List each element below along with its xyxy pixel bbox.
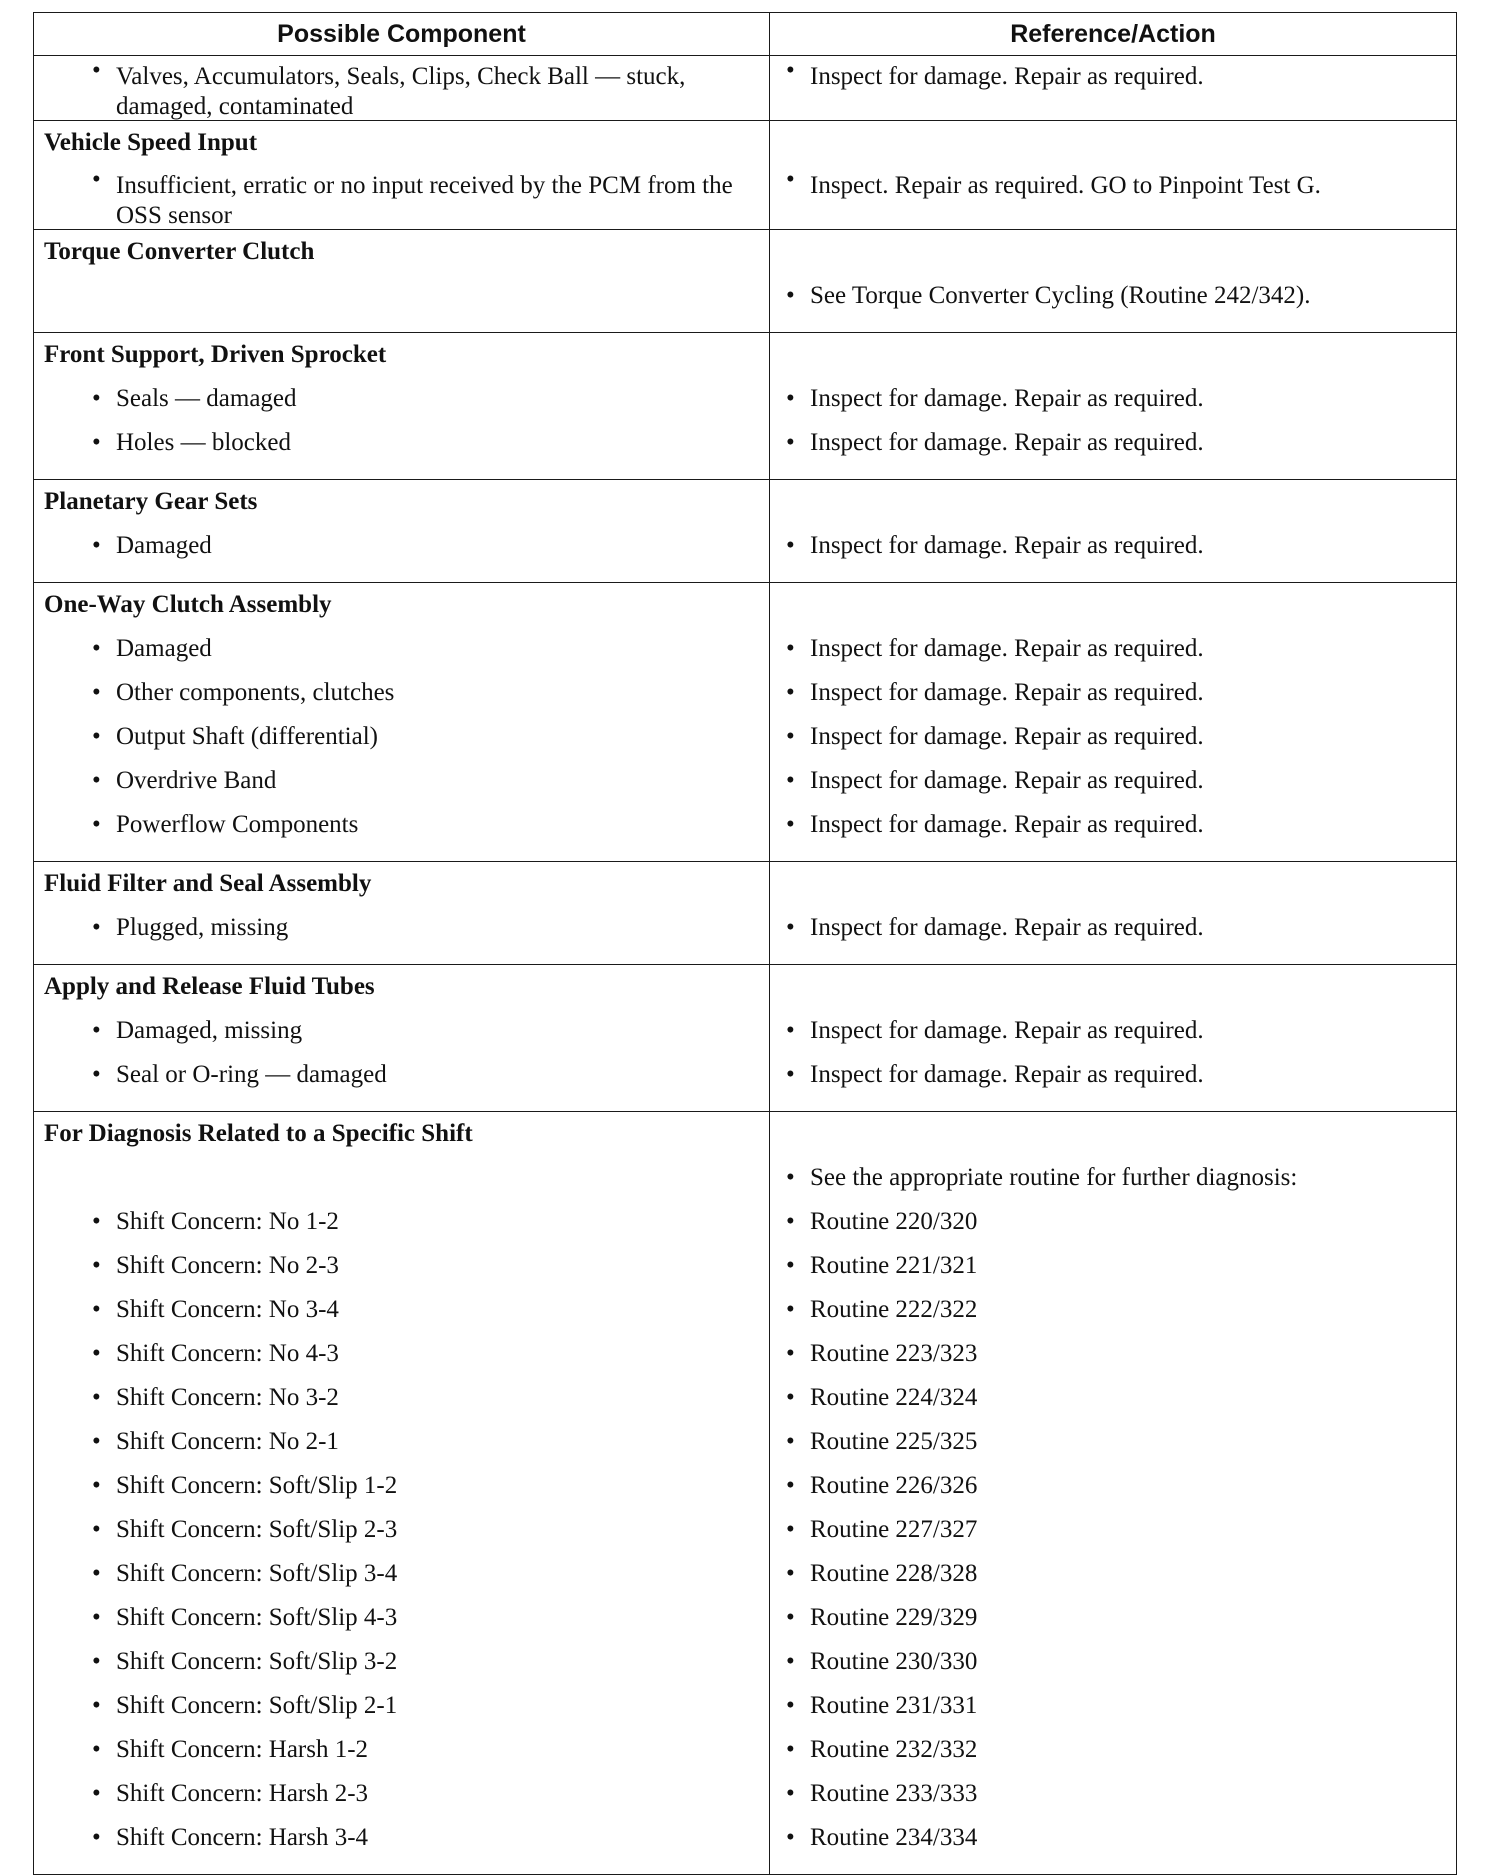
component-item-text: Shift Concern: Soft/Slip 3-2 bbox=[116, 1648, 398, 1675]
action-item-text: Routine 229/329 bbox=[810, 1604, 978, 1631]
bullet-icon: • bbox=[786, 914, 795, 941]
bullet-icon: • bbox=[92, 679, 101, 706]
bullet-icon: • bbox=[786, 1208, 795, 1235]
bullet-icon: • bbox=[92, 1061, 101, 1088]
action-item-text: Inspect for damage. Repair as required. bbox=[810, 811, 1204, 838]
action-item bbox=[770, 1376, 1456, 1420]
action-item-text: See the appropriate routine for further diagnosis: bbox=[810, 1164, 1298, 1191]
action-item-text: Inspect for damage. Repair as required. bbox=[810, 532, 1204, 559]
bullet-icon: • bbox=[786, 1516, 795, 1543]
action-item bbox=[770, 1640, 1456, 1684]
bullet-icon: • bbox=[786, 1736, 795, 1763]
component-item bbox=[34, 1596, 769, 1640]
bullet-icon: • bbox=[786, 1164, 795, 1191]
bullet-icon: • bbox=[786, 57, 795, 84]
action-item-text: Routine 233/333 bbox=[810, 1780, 978, 1807]
bullet-icon: • bbox=[786, 1428, 795, 1455]
empty-line bbox=[34, 1156, 769, 1200]
component-item-text: Output Shaft (differential) bbox=[116, 723, 378, 750]
group-heading: One-Way Clutch Assembly bbox=[44, 591, 332, 618]
group-heading: Planetary Gear Sets bbox=[44, 488, 258, 515]
component-item-text: Damaged bbox=[116, 532, 212, 559]
group-row bbox=[34, 965, 1457, 1112]
bullet-icon: • bbox=[92, 1252, 101, 1279]
bullet-icon: • bbox=[786, 679, 795, 706]
bullet-icon: • bbox=[786, 1384, 795, 1411]
component-item-text: Powerflow Components bbox=[116, 811, 359, 838]
header-row bbox=[34, 13, 1457, 56]
component-item bbox=[34, 1464, 769, 1508]
action-item bbox=[770, 1596, 1456, 1640]
component-item bbox=[34, 803, 769, 847]
component-item-text: Shift Concern: Harsh 1-2 bbox=[116, 1736, 369, 1763]
component-item bbox=[34, 524, 769, 568]
component-item-text: Shift Concern: No 1-2 bbox=[116, 1208, 339, 1235]
action-item-text: Routine 224/324 bbox=[810, 1384, 978, 1411]
action-item bbox=[770, 524, 1456, 568]
action-item bbox=[770, 1552, 1456, 1596]
bullet-icon: • bbox=[92, 1208, 101, 1235]
bullet-icon: • bbox=[786, 429, 795, 456]
bullet-icon: • bbox=[786, 1648, 795, 1675]
group-row bbox=[34, 583, 1457, 862]
action-item-text: Routine 227/327 bbox=[810, 1516, 978, 1543]
action-item-text: Routine 225/325 bbox=[810, 1428, 978, 1455]
action-item-text: Inspect for damage. Repair as required. bbox=[810, 429, 1204, 456]
bullet-icon: • bbox=[786, 385, 795, 412]
action-item bbox=[770, 1288, 1456, 1332]
component-item-text: Shift Concern: No 3-2 bbox=[116, 1384, 339, 1411]
group-heading: Front Support, Driven Sprocket bbox=[44, 341, 387, 368]
component-item bbox=[34, 1552, 769, 1596]
bullet-icon: • bbox=[92, 1516, 101, 1543]
action-item-text: Routine 231/331 bbox=[810, 1692, 978, 1719]
action-item-text: Inspect for damage. Repair as required. bbox=[810, 1061, 1204, 1088]
action-cell bbox=[770, 56, 1457, 121]
action-cell bbox=[770, 862, 1457, 965]
bullet-icon: • bbox=[92, 532, 101, 559]
bullet-icon: • bbox=[92, 1384, 101, 1411]
bullet-icon: • bbox=[786, 1340, 795, 1367]
component-item-text: Damaged bbox=[116, 635, 212, 662]
bullet-icon: • bbox=[92, 166, 101, 193]
group-heading: Torque Converter Clutch bbox=[44, 238, 315, 265]
component-item-text: Damaged, missing bbox=[116, 1017, 303, 1044]
bullet-icon: • bbox=[786, 1560, 795, 1587]
action-item-text: Routine 223/323 bbox=[810, 1340, 978, 1367]
component-item-text: Overdrive Band bbox=[116, 767, 277, 794]
group-row bbox=[34, 333, 1457, 480]
group-heading: Vehicle Speed Input bbox=[44, 129, 258, 156]
component-item bbox=[34, 1772, 769, 1816]
action-item bbox=[770, 1420, 1456, 1464]
bullet-icon: • bbox=[92, 1472, 101, 1499]
bullet-icon: • bbox=[786, 1061, 795, 1088]
action-item bbox=[770, 1464, 1456, 1508]
action-item bbox=[770, 165, 1456, 229]
action-cell bbox=[770, 230, 1457, 333]
action-item bbox=[770, 671, 1456, 715]
component-item-text: Insufficient, erratic or no input received by the PCM from the OSS sensor bbox=[116, 172, 733, 229]
component-item-text: Shift Concern: Soft/Slip 2-3 bbox=[116, 1516, 398, 1543]
component-item bbox=[34, 1508, 769, 1552]
bullet-icon: • bbox=[786, 1780, 795, 1807]
bullet-icon: • bbox=[92, 1017, 101, 1044]
action-item bbox=[770, 421, 1456, 465]
component-item-text: Shift Concern: Soft/Slip 2-1 bbox=[116, 1692, 398, 1719]
group-row bbox=[34, 1112, 1457, 1875]
action-item-text: Routine 230/330 bbox=[810, 1648, 978, 1675]
action-item-text: Inspect for damage. Repair as required. bbox=[810, 767, 1204, 794]
action-item-text: See Torque Converter Cycling (Routine 242/342). bbox=[810, 282, 1311, 309]
component-cell bbox=[34, 1112, 770, 1875]
action-item bbox=[770, 56, 1456, 120]
component-item bbox=[34, 1728, 769, 1772]
bullet-icon: • bbox=[92, 1736, 101, 1763]
component-item bbox=[34, 377, 769, 421]
action-item bbox=[770, 1053, 1456, 1097]
bullet-icon: • bbox=[92, 1648, 101, 1675]
action-item bbox=[770, 1332, 1456, 1376]
bullet-icon: • bbox=[786, 767, 795, 794]
component-item-text: Valves, Accumulators, Seals, Clips, Check Ball — stuck, damaged, contaminated bbox=[116, 63, 686, 120]
action-item bbox=[770, 906, 1456, 950]
component-cell bbox=[34, 121, 770, 230]
component-item bbox=[34, 165, 769, 229]
group-row bbox=[34, 480, 1457, 583]
action-item bbox=[770, 759, 1456, 803]
component-cell bbox=[34, 333, 770, 480]
component-item bbox=[34, 1684, 769, 1728]
bullet-icon: • bbox=[92, 811, 101, 838]
action-item-text: Routine 222/322 bbox=[810, 1296, 978, 1323]
component-cell bbox=[34, 56, 770, 121]
bullet-icon: • bbox=[786, 1296, 795, 1323]
group-heading: For Diagnosis Related to a Specific Shift bbox=[44, 1120, 473, 1147]
action-item-text: Routine 220/320 bbox=[810, 1208, 978, 1235]
group-row bbox=[34, 862, 1457, 965]
bullet-icon: • bbox=[786, 1017, 795, 1044]
action-item bbox=[770, 715, 1456, 759]
action-item bbox=[770, 627, 1456, 671]
bullet-icon: • bbox=[786, 1824, 795, 1851]
header-possible-component: Possible Component bbox=[34, 13, 770, 56]
bullet-icon: • bbox=[92, 1824, 101, 1851]
action-item bbox=[770, 274, 1456, 318]
action-item bbox=[770, 1816, 1456, 1860]
component-item bbox=[34, 1640, 769, 1684]
bullet-icon: • bbox=[786, 1692, 795, 1719]
empty-line bbox=[34, 274, 769, 318]
action-item bbox=[770, 1772, 1456, 1816]
bullet-icon: • bbox=[786, 166, 795, 193]
component-item bbox=[34, 1288, 769, 1332]
bullet-icon: • bbox=[92, 635, 101, 662]
component-item-text: Shift Concern: No 3-4 bbox=[116, 1296, 339, 1323]
component-item bbox=[34, 1332, 769, 1376]
component-item bbox=[34, 906, 769, 950]
action-item-text: Inspect for damage. Repair as required. bbox=[810, 63, 1204, 90]
bullet-icon: • bbox=[786, 811, 795, 838]
component-cell bbox=[34, 965, 770, 1112]
component-item-text: Shift Concern: Soft/Slip 3-4 bbox=[116, 1560, 398, 1587]
component-item-text: Shift Concern: Soft/Slip 4-3 bbox=[116, 1604, 398, 1631]
bullet-icon: • bbox=[786, 723, 795, 750]
component-item bbox=[34, 56, 769, 120]
component-item bbox=[34, 671, 769, 715]
component-cell bbox=[34, 862, 770, 965]
action-item bbox=[770, 1156, 1456, 1200]
bullet-icon: • bbox=[92, 914, 101, 941]
component-item bbox=[34, 1376, 769, 1420]
action-cell bbox=[770, 965, 1457, 1112]
component-item-text: Holes — blocked bbox=[116, 429, 291, 456]
component-item bbox=[34, 421, 769, 465]
action-item bbox=[770, 1009, 1456, 1053]
table-body bbox=[34, 56, 1457, 1875]
group-row bbox=[34, 56, 1457, 121]
action-cell bbox=[770, 121, 1457, 230]
group-row bbox=[34, 230, 1457, 333]
action-item bbox=[770, 803, 1456, 847]
action-cell bbox=[770, 583, 1457, 862]
component-item-text: Shift Concern: No 2-3 bbox=[116, 1252, 339, 1279]
bullet-icon: • bbox=[92, 1780, 101, 1807]
action-item-text: Inspect for damage. Repair as required. bbox=[810, 723, 1204, 750]
bullet-icon: • bbox=[92, 1340, 101, 1367]
component-item-text: Seals — damaged bbox=[116, 385, 297, 412]
action-item bbox=[770, 377, 1456, 421]
component-item-text: Plugged, missing bbox=[116, 914, 289, 941]
bullet-icon: • bbox=[92, 57, 101, 84]
component-item bbox=[34, 1816, 769, 1860]
bullet-icon: • bbox=[92, 1604, 101, 1631]
header-reference-action: Reference/Action bbox=[770, 13, 1457, 56]
action-cell bbox=[770, 333, 1457, 480]
bullet-icon: • bbox=[786, 1604, 795, 1631]
action-cell bbox=[770, 1112, 1457, 1875]
component-item-text: Shift Concern: No 2-1 bbox=[116, 1428, 339, 1455]
component-item-text: Shift Concern: Harsh 3-4 bbox=[116, 1824, 369, 1851]
diagnosis-table bbox=[33, 12, 1457, 1875]
action-item-text: Inspect for damage. Repair as required. bbox=[810, 914, 1204, 941]
action-item bbox=[770, 1728, 1456, 1772]
bullet-icon: • bbox=[92, 1560, 101, 1587]
component-item-text: Shift Concern: No 4-3 bbox=[116, 1340, 339, 1367]
bullet-icon: • bbox=[786, 1472, 795, 1499]
component-item-text: Other components, clutches bbox=[116, 679, 395, 706]
group-row bbox=[34, 121, 1457, 230]
component-item bbox=[34, 627, 769, 671]
component-cell bbox=[34, 583, 770, 862]
action-item bbox=[770, 1244, 1456, 1288]
group-heading: Apply and Release Fluid Tubes bbox=[44, 973, 375, 1000]
action-item-text: Routine 234/334 bbox=[810, 1824, 978, 1851]
group-heading: Fluid Filter and Seal Assembly bbox=[44, 870, 372, 897]
action-item-text: Inspect for damage. Repair as required. bbox=[810, 1017, 1204, 1044]
component-item bbox=[34, 1053, 769, 1097]
action-item-text: Routine 226/326 bbox=[810, 1472, 978, 1499]
bullet-icon: • bbox=[92, 1692, 101, 1719]
action-item bbox=[770, 1508, 1456, 1552]
component-cell bbox=[34, 230, 770, 333]
bullet-icon: • bbox=[92, 1428, 101, 1455]
bullet-icon: • bbox=[786, 282, 795, 309]
component-cell bbox=[34, 480, 770, 583]
action-item-text: Routine 228/328 bbox=[810, 1560, 978, 1587]
action-item-text: Inspect for damage. Repair as required. bbox=[810, 635, 1204, 662]
bullet-icon: • bbox=[92, 429, 101, 456]
component-item-text: Seal or O-ring — damaged bbox=[116, 1061, 387, 1088]
component-item-text: Shift Concern: Soft/Slip 1-2 bbox=[116, 1472, 398, 1499]
component-item bbox=[34, 1200, 769, 1244]
component-item bbox=[34, 1420, 769, 1464]
action-item-text: Routine 221/321 bbox=[810, 1252, 978, 1279]
bullet-icon: • bbox=[92, 767, 101, 794]
component-item bbox=[34, 759, 769, 803]
bullet-icon: • bbox=[786, 1252, 795, 1279]
action-cell bbox=[770, 480, 1457, 583]
action-item-text: Routine 232/332 bbox=[810, 1736, 978, 1763]
component-item bbox=[34, 1009, 769, 1053]
action-item bbox=[770, 1200, 1456, 1244]
bullet-icon: • bbox=[92, 1296, 101, 1323]
action-item bbox=[770, 1684, 1456, 1728]
bullet-icon: • bbox=[786, 532, 795, 559]
component-item-text: Shift Concern: Harsh 2-3 bbox=[116, 1780, 369, 1807]
action-item-text: Inspect for damage. Repair as required. bbox=[810, 679, 1204, 706]
bullet-icon: • bbox=[92, 385, 101, 412]
component-item bbox=[34, 715, 769, 759]
action-item-text: Inspect for damage. Repair as required. bbox=[810, 385, 1204, 412]
component-item bbox=[34, 1244, 769, 1288]
bullet-icon: • bbox=[92, 723, 101, 750]
bullet-icon: • bbox=[786, 635, 795, 662]
action-item-text: Inspect. Repair as required. GO to Pinpoint Test G. bbox=[810, 172, 1321, 199]
